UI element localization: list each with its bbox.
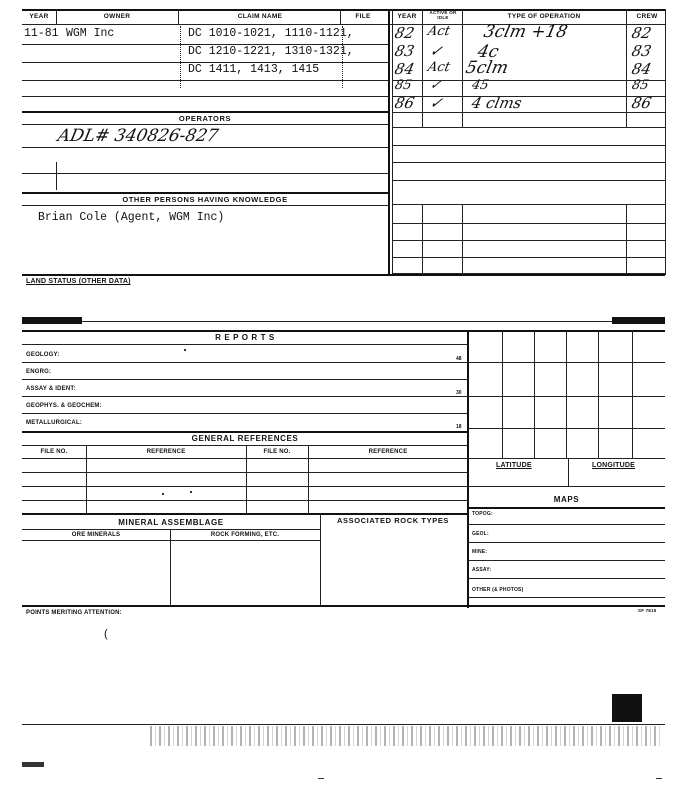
op-status-85: ✓ bbox=[428, 78, 443, 93]
report-num: 48 bbox=[456, 356, 462, 362]
log-rule bbox=[392, 162, 665, 163]
col-active-idle-header: ACTIVE OR IDLE bbox=[429, 10, 457, 20]
report-geology: GEOLOGY: bbox=[26, 352, 60, 358]
report-geophys: GEOPHYS. & GEOCHEM: bbox=[26, 403, 102, 409]
op-crew-84: 84 bbox=[630, 60, 654, 78]
operators-divider bbox=[56, 162, 57, 190]
log-rule bbox=[392, 96, 665, 97]
report-engineering: ENGRG: bbox=[26, 369, 52, 375]
scan-speck bbox=[162, 493, 164, 495]
claim-name-line-3: DC 1411, 1413, 1415 bbox=[188, 63, 320, 76]
op-status-82: Act bbox=[426, 24, 452, 39]
grid-line bbox=[468, 362, 665, 363]
op-year-84: 84 bbox=[393, 60, 417, 78]
col-divider bbox=[626, 9, 627, 127]
scan-line bbox=[22, 724, 665, 725]
land-status-label: LAND STATUS (OTHER DATA) bbox=[26, 278, 131, 285]
associated-rock-types-title: ASSOCIATED ROCK TYPES bbox=[336, 516, 450, 525]
log-rule bbox=[392, 223, 665, 224]
longitude-label: LONGITUDE bbox=[592, 462, 636, 469]
claim-divider bbox=[180, 26, 181, 88]
mineral-title: MINERAL ASSEMBLAGE bbox=[118, 518, 224, 527]
op-type-86: 4 clms bbox=[470, 94, 524, 112]
grid-line bbox=[468, 458, 665, 459]
right-border bbox=[665, 9, 666, 275]
row-rule bbox=[22, 62, 388, 63]
col-owner-header: OWNER bbox=[103, 13, 131, 20]
operators-rule bbox=[22, 111, 388, 113]
col-divider bbox=[56, 9, 57, 25]
coord-rule bbox=[468, 486, 665, 487]
ref-rule bbox=[22, 486, 468, 487]
maps-mine: MINE: bbox=[472, 549, 488, 555]
ref-col-file-no-2: FILE NO. bbox=[263, 449, 291, 455]
general-refs-title-rule bbox=[22, 445, 468, 446]
ref-rule bbox=[22, 500, 468, 501]
row-rule bbox=[22, 96, 388, 97]
col-divider bbox=[422, 204, 423, 274]
grid-line bbox=[534, 330, 535, 458]
general-refs-title: GENERAL REFERENCES bbox=[191, 434, 299, 443]
coord-divider bbox=[568, 458, 569, 486]
op-status-83: ✓ bbox=[428, 42, 445, 60]
grid-line bbox=[468, 428, 665, 429]
col-year-header: YEAR bbox=[29, 13, 49, 20]
scan-mark: ( bbox=[104, 628, 108, 640]
ref-col-reference: REFERENCE bbox=[146, 449, 186, 455]
op-type-82: 3clm +18 bbox=[481, 22, 570, 42]
op-crew-86: 86 bbox=[630, 94, 654, 112]
report-rule bbox=[22, 396, 468, 397]
scan-mark bbox=[22, 762, 44, 767]
report-num: 30 bbox=[456, 390, 462, 396]
col-crew-header: CREW bbox=[636, 13, 658, 20]
op-status-84: Act bbox=[426, 60, 452, 75]
grid-line bbox=[566, 330, 567, 458]
claim-owner: WGM Inc bbox=[66, 27, 115, 40]
log-rule bbox=[392, 112, 665, 113]
report-rule bbox=[22, 362, 468, 363]
ref-col-reference-2: REFERENCE bbox=[368, 449, 408, 455]
log-rule bbox=[392, 180, 665, 181]
scan-line bbox=[82, 321, 612, 322]
operators-row-rule bbox=[22, 173, 388, 174]
op-type-83: 4c bbox=[475, 42, 501, 62]
scan-speck bbox=[184, 349, 186, 351]
report-rule bbox=[22, 413, 468, 414]
log-rule bbox=[392, 204, 665, 205]
claim-name-line-2: DC 1210-1221, 1310-1321, bbox=[188, 45, 354, 58]
report-assay: ASSAY & IDENT: bbox=[26, 386, 76, 392]
grid-line bbox=[468, 396, 665, 397]
op-type-85: 45 bbox=[470, 78, 491, 93]
ref-divider bbox=[86, 445, 87, 513]
op-year-85: 85 bbox=[393, 78, 414, 93]
col-divider bbox=[462, 9, 463, 127]
op-crew-83: 83 bbox=[630, 42, 654, 60]
grid-line bbox=[632, 330, 633, 458]
scan-bar-left bbox=[22, 317, 82, 324]
scan-noise-band bbox=[150, 726, 660, 746]
maps-title-rule bbox=[468, 507, 665, 509]
mineral-header-rule bbox=[22, 540, 320, 541]
log-rule bbox=[392, 145, 665, 146]
ref-col-file-no: FILE NO. bbox=[40, 449, 68, 455]
scan-speck bbox=[318, 778, 324, 779]
main-divider bbox=[388, 9, 390, 275]
mineral-top-rule bbox=[22, 513, 468, 515]
maps-rule bbox=[468, 560, 665, 561]
col-divider bbox=[178, 9, 179, 25]
op-crew-85: 85 bbox=[630, 78, 651, 93]
mineral-divider bbox=[320, 513, 321, 606]
op-crew-82: 82 bbox=[630, 24, 654, 42]
top-border bbox=[22, 9, 665, 11]
grid-line bbox=[598, 330, 599, 458]
rock-forming-header: ROCK FORMING, ETC. bbox=[210, 532, 280, 538]
claim-name-line-1: DC 1010-1021, 1110-1121, bbox=[188, 27, 354, 40]
general-refs-rule bbox=[22, 431, 468, 433]
scan-speck bbox=[190, 491, 192, 493]
ref-rule bbox=[22, 472, 468, 473]
log-rule bbox=[392, 240, 665, 241]
scan-black-square bbox=[612, 694, 642, 722]
log-rule bbox=[392, 127, 665, 128]
op-status-86: ✓ bbox=[428, 94, 445, 112]
report-rule bbox=[22, 379, 468, 380]
report-num: 18 bbox=[456, 424, 462, 430]
reports-top-rule bbox=[22, 330, 665, 332]
knowledge-rule bbox=[22, 192, 388, 194]
operators-title: OPERATORS bbox=[178, 114, 232, 123]
maps-rule bbox=[468, 524, 665, 525]
grid-line bbox=[502, 330, 503, 458]
reports-title: R E P O R T S bbox=[215, 333, 275, 342]
claim-year: 11-81 bbox=[24, 27, 59, 40]
maps-rule bbox=[468, 542, 665, 543]
col-divider bbox=[626, 204, 627, 274]
ref-divider bbox=[246, 445, 247, 513]
mineral-col-divider bbox=[170, 529, 171, 606]
mineral-title-rule bbox=[22, 529, 320, 530]
maps-topog: TOPOG: bbox=[472, 511, 493, 517]
ref-divider bbox=[308, 445, 309, 513]
ore-minerals-header: ORE MINERALS bbox=[71, 532, 121, 538]
report-metallurgical: METALLURGICAL: bbox=[26, 420, 83, 426]
bottom-rule bbox=[22, 605, 665, 607]
maps-rule bbox=[468, 597, 665, 598]
latitude-label: LATITUDE bbox=[496, 462, 532, 469]
maps-other: OTHER (& PHOTOS) bbox=[472, 587, 524, 593]
col-divider bbox=[422, 9, 423, 127]
col-divider bbox=[462, 204, 463, 274]
knowledge-title: OTHER PERSONS HAVING KNOWLEDGE bbox=[122, 195, 288, 204]
knowledge-title-rule bbox=[22, 205, 388, 206]
main-divider-inner bbox=[392, 9, 393, 275]
ref-rule bbox=[22, 458, 468, 459]
operators-value: ADL# 340826-827 bbox=[55, 126, 221, 146]
log-rule bbox=[392, 257, 665, 258]
form-number: SF 7815 bbox=[638, 608, 657, 613]
row-rule bbox=[22, 44, 388, 45]
maps-geol: GEOL: bbox=[472, 531, 489, 537]
op-year-82: 82 bbox=[393, 24, 417, 42]
maps-rule bbox=[468, 578, 665, 579]
reports-title-rule bbox=[22, 344, 468, 345]
log-rule bbox=[392, 80, 665, 81]
col-year2-header: YEAR bbox=[397, 13, 417, 20]
op-year-83: 83 bbox=[393, 42, 417, 60]
col-file-header: FILE bbox=[355, 13, 371, 20]
scan-bar-right bbox=[612, 317, 665, 324]
maps-assay: ASSAY: bbox=[472, 567, 492, 573]
col-divider bbox=[340, 9, 341, 25]
col-claim-name-header: CLAIM NAME bbox=[237, 13, 283, 20]
scan-speck bbox=[656, 778, 662, 779]
knowledge-value: Brian Cole (Agent, WGM Inc) bbox=[38, 211, 225, 224]
reports-right-divider bbox=[467, 330, 469, 608]
operators-title-rule bbox=[22, 124, 388, 125]
row-rule bbox=[22, 80, 388, 81]
op-year-86: 86 bbox=[393, 94, 417, 112]
upper-section-bottom bbox=[22, 274, 665, 276]
col-type-operation-header: TYPE OF OPERATION bbox=[507, 13, 581, 20]
op-type-84: 5clm bbox=[463, 58, 511, 78]
maps-title: MAPS bbox=[553, 495, 580, 504]
claim-divider bbox=[342, 26, 343, 88]
operators-row-rule bbox=[22, 147, 388, 148]
points-meriting-attention-label: POINTS MERITING ATTENTION: bbox=[26, 610, 122, 616]
